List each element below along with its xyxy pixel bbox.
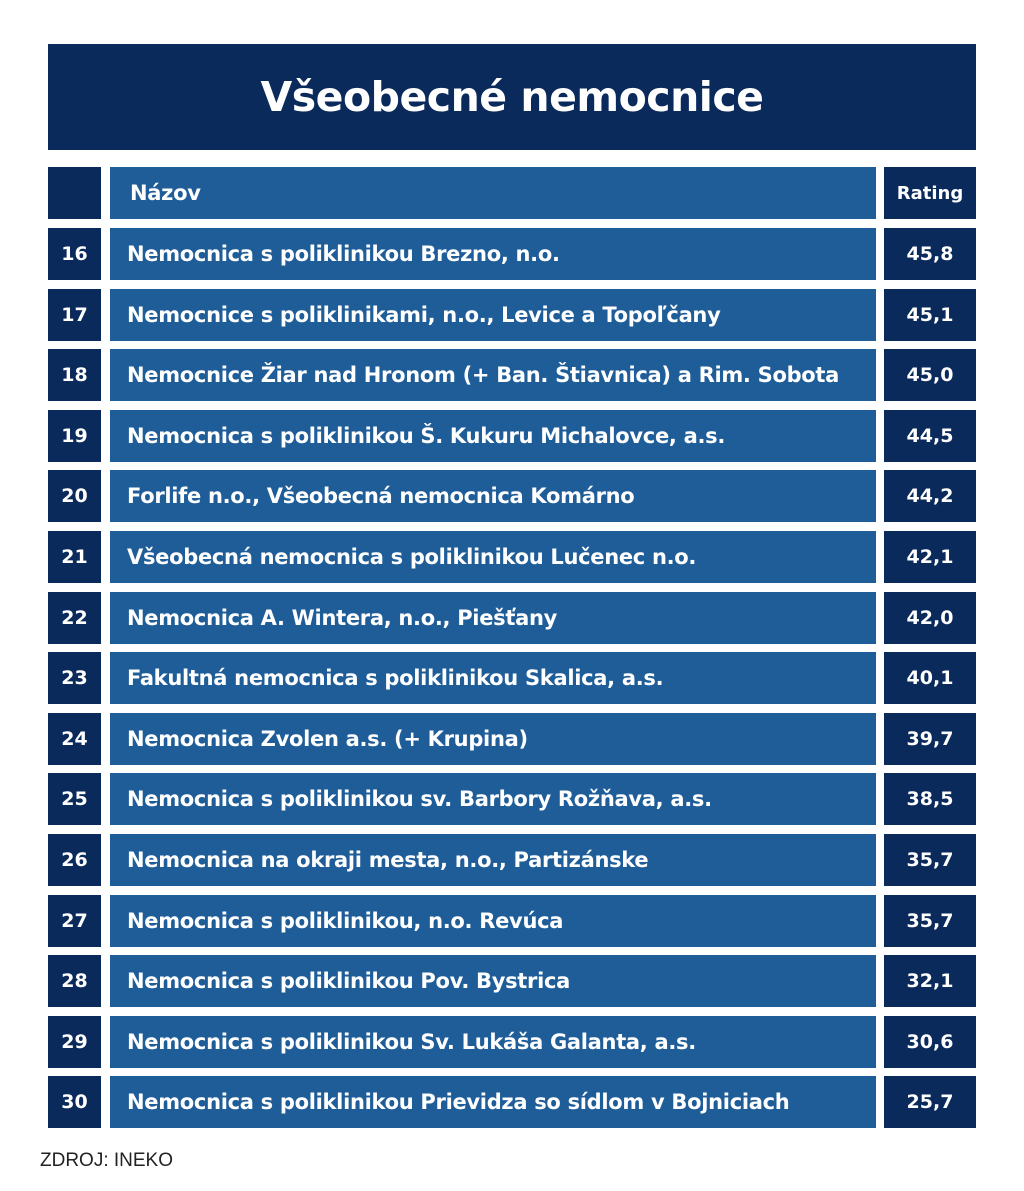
header-rating: Rating	[884, 167, 976, 219]
rating-cell: 42,0	[884, 592, 976, 644]
table-header	[48, 167, 976, 219]
name-cell: Nemocnica s poliklinikou Brezno, n.o.	[110, 228, 876, 280]
rank-cell: 17	[48, 289, 101, 341]
table-row	[48, 531, 976, 583]
rating-cell: 25,7	[884, 1076, 976, 1128]
rating-cell: 44,2	[884, 470, 976, 522]
name-cell: Nemocnica s poliklinikou Š. Kukuru Michalovce, a.s.	[110, 410, 876, 462]
rank-cell: 24	[48, 713, 101, 765]
source-note: ZDROJ: INEKO	[40, 1150, 174, 1171]
name-cell: Forlife n.o., Všeobecná nemocnica Komárno	[110, 470, 876, 522]
table-row	[48, 713, 976, 765]
name-cell: Nemocnica na okraji mesta, n.o., Partizánske	[110, 834, 876, 886]
table-row	[48, 652, 976, 704]
rank-cell: 26	[48, 834, 101, 886]
table-row	[48, 349, 976, 401]
table-row	[48, 228, 976, 280]
rank-cell: 16	[48, 228, 101, 280]
table-row	[48, 1076, 976, 1128]
table-title: Všeobecné nemocnice	[260, 73, 764, 121]
rating-cell: 45,0	[884, 349, 976, 401]
rank-cell: 23	[48, 652, 101, 704]
rank-cell: 29	[48, 1016, 101, 1068]
rating-cell: 44,5	[884, 410, 976, 462]
name-cell: Nemocnice s poliklinikami, n.o., Levice a Topoľčany	[110, 289, 876, 341]
table-row	[48, 289, 976, 341]
table-row	[48, 834, 976, 886]
name-cell: Nemocnica s poliklinikou Pov. Bystrica	[110, 955, 876, 1007]
header-name: Názov	[110, 167, 876, 219]
rank-cell: 20	[48, 470, 101, 522]
name-cell: Všeobecná nemocnica s poliklinikou Lučenec n.o.	[110, 531, 876, 583]
rank-cell: 18	[48, 349, 101, 401]
name-cell: Nemocnica s poliklinikou Sv. Lukáša Galanta, a.s.	[110, 1016, 876, 1068]
table-row	[48, 1016, 976, 1068]
rating-cell: 45,1	[884, 289, 976, 341]
table-row	[48, 895, 976, 947]
name-cell: Nemocnica s poliklinikou Prievidza so sídlom v Bojniciach	[110, 1076, 876, 1128]
rating-cell: 35,7	[884, 895, 976, 947]
name-cell: Nemocnica s poliklinikou sv. Barbory Rožňava, a.s.	[110, 773, 876, 825]
name-cell: Nemocnica A. Wintera, n.o., Piešťany	[110, 592, 876, 644]
table-row	[48, 773, 976, 825]
rank-cell: 27	[48, 895, 101, 947]
table-row	[48, 470, 976, 522]
name-cell: Nemocnice Žiar nad Hronom (+ Ban. Štiavnica) a Rim. Sobota	[110, 349, 876, 401]
rating-cell: 30,6	[884, 1016, 976, 1068]
rating-cell: 40,1	[884, 652, 976, 704]
header-rank	[48, 167, 101, 219]
table-row	[48, 410, 976, 462]
name-cell: Fakultná nemocnica s poliklinikou Skalica, a.s.	[110, 652, 876, 704]
rank-cell: 19	[48, 410, 101, 462]
rating-cell: 32,1	[884, 955, 976, 1007]
name-cell: Nemocnica Zvolen a.s. (+ Krupina)	[110, 713, 876, 765]
rating-cell: 45,8	[884, 228, 976, 280]
rank-cell: 30	[48, 1076, 101, 1128]
rank-cell: 21	[48, 531, 101, 583]
table-row	[48, 955, 976, 1007]
rank-cell: 25	[48, 773, 101, 825]
rating-cell: 35,7	[884, 834, 976, 886]
title-banner	[48, 44, 976, 150]
rank-cell: 28	[48, 955, 101, 1007]
name-cell: Nemocnica s poliklinikou, n.o. Revúca	[110, 895, 876, 947]
table-row	[48, 592, 976, 644]
rank-cell: 22	[48, 592, 101, 644]
rating-cell: 38,5	[884, 773, 976, 825]
rating-cell: 42,1	[884, 531, 976, 583]
rating-cell: 39,7	[884, 713, 976, 765]
